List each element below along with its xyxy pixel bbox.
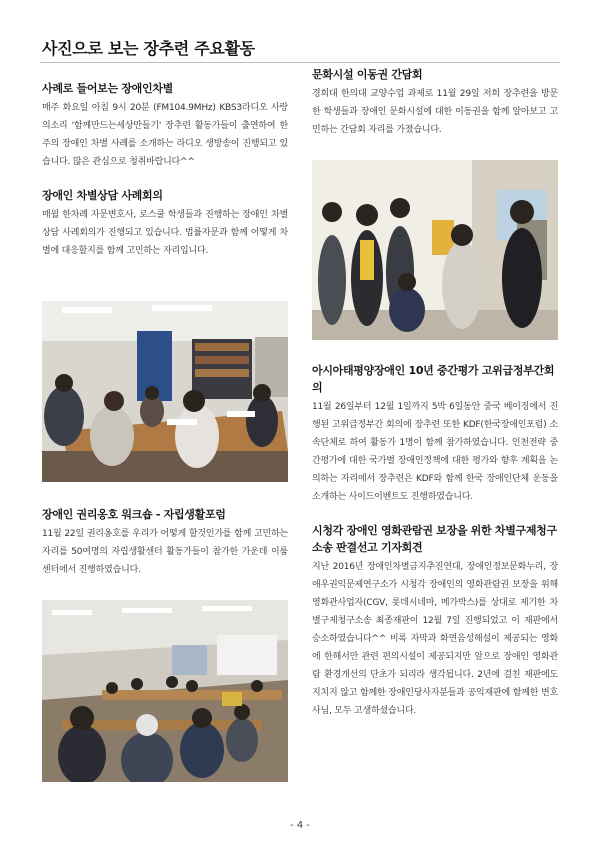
article-culture [312, 66, 558, 139]
article-workshop [42, 506, 288, 579]
article-workshop-body: 11월 22일 권리옹호를 우리가 어떻게 할것인가를 함께 고민하는 자리를 50여명의 자립생활센터 활동가들이 참가한 가운데 이룸센터에서 진행하였습니다. [42, 529, 288, 575]
right-column-top [312, 66, 558, 153]
article-radio-body: 매주 화요일 아침 9시 20분 (FM104.9MHz) KBS3라디오 사랑의소리 '함께만드는세상만들기' 장추련 활동가들이 출연하여 한주의 장애인 차별 사례를 소개하는 라디오 생방송이 진행되고 있습니다. 많은 관심으로 청취바랍니다^^ [42, 103, 288, 167]
right-column-lower [312, 362, 558, 734]
photo-counsel-meeting [42, 301, 288, 482]
left-column-lower [42, 506, 288, 593]
title-divider [40, 62, 560, 63]
article-asia [312, 362, 558, 506]
photo-culture-meeting [312, 160, 558, 340]
article-asia-body: 11월 26일부터 12월 1일까지 5박 6일동안 중국 베이징에서 진행된 고위급정부간 회의에 장추련 또한 KDF(한국장애인포럼) 소속단체로 하여 활동가 1명이 함께 참가하였습니다. 인천전략 중간평가에 대한 국가별 장애인정책에 대한 평가와 향후 계획을 논의하는 자리에서 장추련은 KDF와 함께 한국 장애인단체 운동을 소개하는 사이드이벤트도 진행하였습니다. [312, 402, 558, 502]
article-counsel [42, 187, 288, 260]
page-title: 사진으로 보는 장추련 주요활동 [42, 39, 255, 58]
article-culture-body: 경희대 한의대 교양수업 과제로 11월 29일 저희 장추련을 방문한 학생들과 장애인 문화시설에 대한 이동권을 함께 알아보고 고민하는 간담회 자리를 가졌습니다. [312, 89, 558, 135]
page-number: - 4 - [290, 820, 310, 831]
article-cinema [312, 522, 558, 720]
left-column [42, 80, 288, 274]
article-cinema-body: 지난 2016년 장애인차별금지추진연대, 장애인정보문화누리, 장애우권익문제연구소가 시청각 장애인의 영화관람권 보장을 위해 영화관사업자(CGV, 롯데시네마, 메가박스)를 상대로 제기한 차별구제청구소송 최종재판이 12월 7일 진행되었고 이 재판에서 승소하였습니다^^ 비록 자막과 화면음성해설이 제공되는 영화에 한해서만 관련 편의시설이 제공되지만 앞으로 장애인 영화관람 환경개선의 단초가 되리라 생각됩니다. 2년에 걸친 재판에도 지치지 않고 함께한 장애인당사자분들과 공익재판에 함께한 변호사님, 모두 고생하셨습니다. [312, 562, 558, 716]
article-asia-heading: 아시아태평양장애인 10년 중간평가 고위급정부간회의 [312, 364, 555, 394]
article-radio [42, 80, 288, 171]
article-radio-heading: 사례로 들어보는 장애인차별 [42, 82, 173, 95]
article-workshop-heading: 장애인 권리옹호 워크숍 - 자립생활포럼 [42, 508, 226, 521]
article-culture-heading: 문화시설 이동권 간담회 [312, 68, 423, 81]
article-cinema-heading: 시청각 장애인 영화관람권 보장을 위한 차별구제청구소송 판결선고 기자회견 [312, 524, 557, 554]
photo-workshop [42, 600, 288, 782]
article-counsel-heading: 장애인 차별상담 사례회의 [42, 189, 163, 202]
article-counsel-body: 매월 한차례 자문변호사, 로스쿨 학생들과 진행하는 장애인 차별상담 사례회의가 진행되고 있습니다. 법률자문과 함께 어떻게 차별에 대응할지를 함께 고민하는 자리입니다. [42, 210, 288, 256]
